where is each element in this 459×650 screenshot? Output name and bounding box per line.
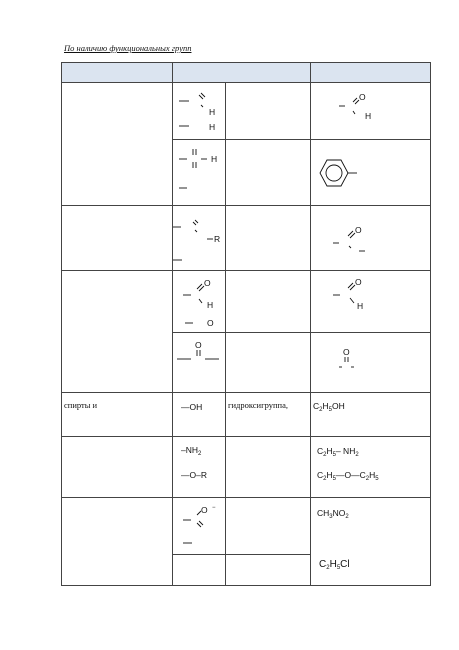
example-cell — [311, 393, 431, 437]
diethyl-ether-formula: $C_2H_5—O—C_2H_5$ — [317, 470, 379, 482]
nitromethane-formula: $CH_3NO_2$ — [317, 508, 349, 520]
table-header-row — [62, 63, 431, 83]
svg-text:O: O — [195, 340, 202, 350]
name-cell — [226, 393, 311, 437]
formula-cell — [173, 498, 226, 586]
chloroethane-formula: $C_2H_5Cl$ — [319, 559, 350, 571]
svg-text:H: H — [365, 111, 372, 121]
amine-formula: $-NH_2$ — [181, 445, 202, 457]
example-cell — [311, 271, 431, 393]
name-cell — [226, 498, 311, 586]
class-cell — [62, 393, 173, 437]
svg-text:H: H — [207, 300, 214, 310]
svg-text:O: O — [204, 278, 211, 288]
carboxyl-group-glyph — [183, 279, 223, 334]
table-row — [62, 393, 431, 437]
header-cell-example — [311, 63, 431, 83]
carbonyl-example-glyph — [339, 347, 369, 377]
ketone-group-glyph — [173, 220, 225, 266]
example-cell — [311, 437, 431, 498]
name-cell — [226, 271, 311, 393]
svg-text:H: H — [357, 301, 364, 311]
class-cell — [62, 437, 173, 498]
table-row — [62, 206, 431, 271]
header-cell-class — [62, 63, 173, 83]
table-row — [62, 83, 431, 206]
svg-text:O: O — [355, 225, 362, 235]
svg-text:O: O — [201, 505, 208, 515]
formula-cell — [173, 271, 226, 393]
table-row — [62, 437, 431, 498]
svg-text:O: O — [343, 347, 350, 357]
aldehyde-group-glyph — [179, 93, 219, 143]
group-name: гидроксигруппа, — [228, 400, 288, 410]
nitro-group-glyph — [183, 506, 223, 551]
svg-text:H: H — [209, 107, 216, 117]
svg-text:R: R — [214, 234, 221, 244]
hydroxyl-formula: —OH — [181, 402, 203, 412]
example-cell — [311, 83, 431, 206]
svg-text:O: O — [359, 92, 366, 102]
formula-cell — [173, 206, 226, 271]
header-cell-group — [173, 63, 311, 83]
example-cell — [311, 206, 431, 271]
carbonyl-group-glyph — [177, 339, 222, 369]
benzene-ring-icon — [319, 159, 369, 199]
formula-cell — [173, 393, 226, 437]
ketone-example-glyph — [333, 226, 383, 266]
table-row — [62, 271, 431, 393]
svg-text:O: O — [207, 318, 214, 328]
class-cell — [62, 83, 173, 206]
aldehyde-example-glyph — [339, 93, 384, 128]
ethylamine-formula: $C_2H_5-$ $NH_2$ — [317, 446, 359, 458]
ether-formula: —O–R — [181, 470, 207, 480]
class-cell — [62, 206, 173, 271]
name-cell — [226, 83, 311, 206]
svg-text:O: O — [355, 277, 362, 287]
svg-text:H: H — [211, 154, 218, 164]
example-cell — [311, 498, 431, 586]
page-heading: По наличию функциональных групп — [64, 43, 192, 53]
class-cell — [62, 498, 173, 586]
name-cell — [226, 206, 311, 271]
class-label: спирты и — [64, 400, 98, 410]
name-cell — [226, 437, 311, 498]
triple-bond-glyph — [179, 149, 224, 199]
formula-cell — [173, 83, 226, 206]
functional-groups-table — [61, 62, 431, 586]
svg-text:H: H — [209, 122, 216, 132]
svg-text:−: − — [212, 505, 216, 511]
ethanol-formula: $C_2H_5OH$ — [313, 401, 345, 413]
acid-example-glyph — [333, 277, 378, 317]
table-row — [62, 498, 431, 586]
class-cell — [62, 271, 173, 393]
formula-cell — [173, 437, 226, 498]
